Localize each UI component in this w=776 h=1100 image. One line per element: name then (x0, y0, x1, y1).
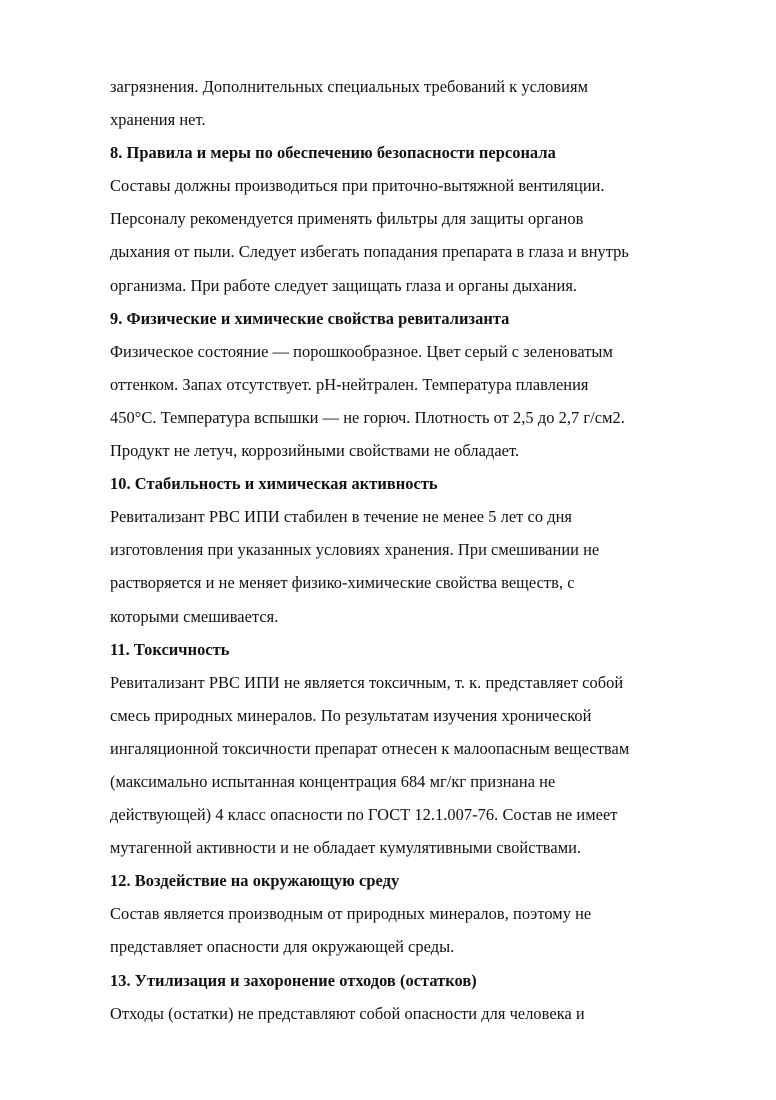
section-heading: 12. Воздействие на окружающую среду (110, 871, 400, 891)
section-heading: 10. Стабильность и химическая активность (110, 474, 438, 494)
paragraph-line: Составы должны производиться при приточно-вытяжной вентиляции. (110, 176, 605, 196)
paragraph-line: которыми смешивается. (110, 606, 279, 626)
section-heading: 13. Утилизация и захоронение отходов (остатков) (110, 970, 477, 990)
paragraph-line: организма. При работе следует защищать глаза и органы дыхания. (110, 275, 578, 295)
section-heading: 9. Физические и химические свойства ревитализанта (110, 308, 510, 328)
paragraph-line: Ревитализант РВС ИПИ стабилен в течение не менее 5 лет со дня (110, 507, 573, 527)
paragraph-line: Продукт не летуч, коррозийными свойствами не обладает. (110, 441, 520, 461)
paragraph-line: ингаляционной токсичности препарат отнесен к малоопасным веществам (110, 738, 630, 758)
paragraph-line: мутагенной активности и не обладает кумулятивными свойствами. (110, 838, 582, 858)
document-page (110, 70, 710, 1030)
paragraph-line: смесь природных минералов. По результатам изучения хронической (110, 705, 592, 725)
paragraph-line: (максимально испытанная концентрация 684 мг/кг признана не (110, 771, 556, 791)
paragraph-line: Отходы (остатки) не представляют собой опасности для человека и (110, 1003, 585, 1023)
paragraph-line: растворяется и не меняет физико-химические свойства веществ, с (110, 573, 575, 593)
paragraph-line: изготовления при указанных условиях хранения. При смешивании не (110, 540, 600, 560)
paragraph-line: загрязнения. Дополнительных специальных требований к условиям (110, 77, 588, 96)
paragraph-line: действующей) 4 класс опасности по ГОСТ 12.1.007-76. Состав не имеет (110, 805, 618, 825)
paragraph-line: представляет опасности для окружающей среды. (110, 937, 455, 957)
paragraph-line: Физическое состояние — порошкообразное. Цвет серый с зеленоватым (110, 341, 613, 361)
paragraph-line: Персоналу рекомендуется применять фильтры для защиты органов (110, 209, 584, 229)
section-heading: 8. Правила и меры по обеспечению безопасности персонала (110, 143, 556, 163)
paragraph-line: оттенком. Запах отсутствует. pH-нейтрален. Температура плавления (110, 374, 589, 394)
paragraph-line: дыхания от пыли. Следует избегать попадания препарата в глаза и внутрь (110, 242, 629, 262)
paragraph-line: хранения нет. (110, 110, 206, 130)
section-heading: 11. Токсичность (110, 639, 230, 659)
paragraph-line: Состав является производным от природных минералов, поэтому не (110, 904, 592, 924)
paragraph-line: Ревитализант РВС ИПИ не является токсичным, т. к. представляет собой (110, 672, 624, 692)
paragraph-line: 450°C. Температура вспышки — не горюч. Плотность от 2,5 до 2,7 г/см2. (110, 407, 625, 427)
